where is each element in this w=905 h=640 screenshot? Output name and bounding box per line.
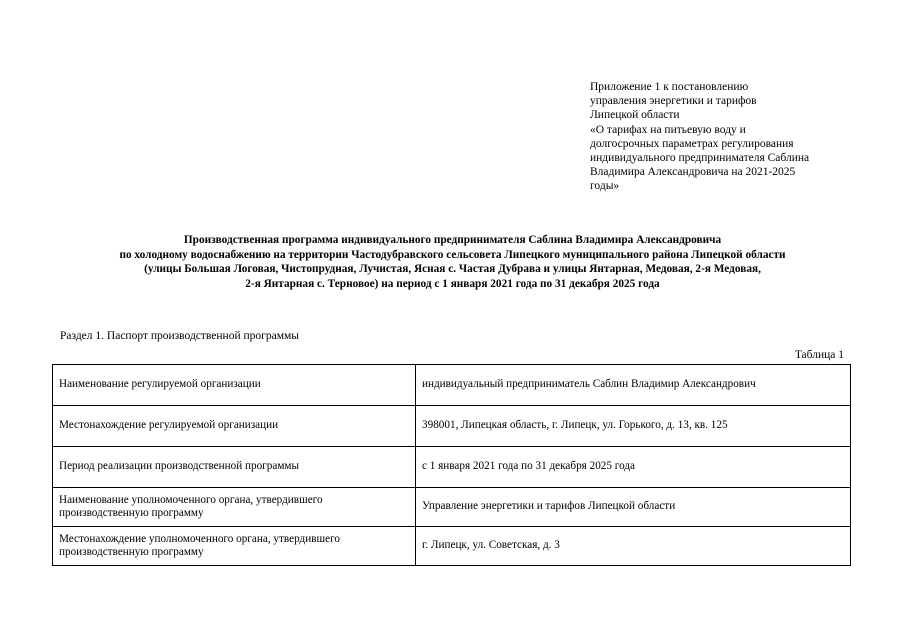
title-line: (улицы Большая Логовая, Чистопрудная, Лучистая, Ясная с. Частая Дубрава и улицы Янтарная, Медовая, 2-я Медовая, [144,263,761,276]
table-row [53,527,851,566]
title-line: Производственная программа индивидуального предпринимателя Саблина Владимира Александровича [183,234,722,246]
table-caption: Таблица 1 [794,349,844,361]
appendix-block [590,80,860,194]
appendix-line: годы» [590,180,620,193]
passport-table [52,364,851,566]
appendix-line: Приложение 1 к постановлению [590,81,749,93]
appendix-line: индивидуального предпринимателя Саблина [590,152,810,165]
table-row [53,488,851,527]
section-heading: Раздел 1. Паспорт производственной программы [60,330,299,342]
row-label: Наименование уполномоченного органа, утвердившего производственную программу [53,488,416,527]
document-title [40,233,865,291]
row-value: с 1 января 2021 года по 31 декабря 2025 года [416,447,851,488]
appendix-line: Владимира Александровича на 2021-2025 [590,166,796,179]
row-value: 398001, Липецкая область, г. Липецк, ул. Горького, д. 13, кв. 125 [416,406,851,447]
row-value: Управление энергетики и тарифов Липецкой области [416,488,851,527]
title-line: по холодному водоснабжению на территории Частодубравского сельсовета Липецкого муниципального района Липецкой области [119,248,786,261]
appendix-line: «О тарифах на питьевую воду и [590,123,746,136]
row-label: Наименование регулируемой организации [53,365,416,406]
row-label: Местонахождение регулируемой организации [53,406,416,447]
table-row [53,447,851,488]
title-line: 2-я Янтарная с. Терновое) на период с 1 января 2021 года по 31 декабря 2025 года [245,277,660,290]
appendix-line: управления энергетики и тарифов [590,95,757,108]
row-value: г. Липецк, ул. Советская, д. 3 [416,527,851,566]
table-row [53,406,851,447]
row-label: Период реализации производственной программы [53,447,416,488]
row-label: Местонахождение уполномоченного органа, утвердившего производственную программу [53,527,416,566]
row-value: индивидуальный предприниматель Саблин Владимир Александрович [416,365,851,406]
appendix-line: Липецкой области [590,109,680,122]
table-row [53,365,851,406]
appendix-line: долгосрочных параметрах регулирования [590,137,794,150]
